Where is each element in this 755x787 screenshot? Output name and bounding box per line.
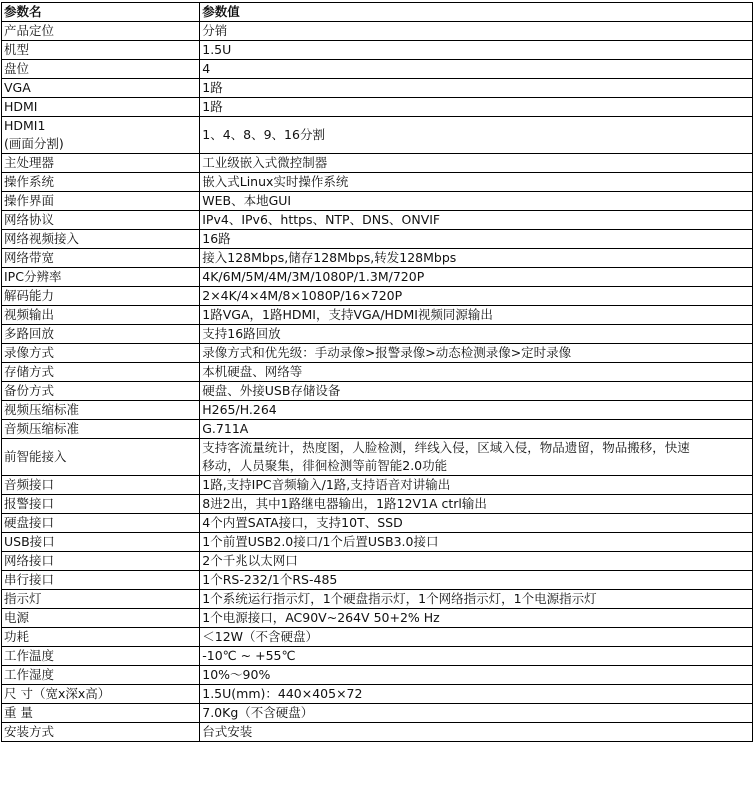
table-row [2, 325, 753, 344]
table-row [2, 723, 753, 742]
param-value: 7.0Kg（不含硬盘） [200, 704, 753, 723]
param-value [200, 439, 753, 476]
param-name: 安装方式 [2, 723, 200, 742]
table-row [2, 41, 753, 60]
table-row [2, 495, 753, 514]
param-value: 1、4、8、9、16分割 [200, 117, 753, 154]
table-row [2, 704, 753, 723]
table-row [2, 382, 753, 401]
param-name: 机型 [2, 41, 200, 60]
table-row [2, 117, 753, 154]
table-row [2, 154, 753, 173]
param-value: IPv4、IPv6、https、NTP、DNS、ONVIF [200, 211, 753, 230]
param-value: 1路,支持IPC音频输入/1路,支持语音对讲输出 [200, 476, 753, 495]
param-value: 录像方式和优先级：手动录像>报警录像>动态检测录像>定时录像 [200, 344, 753, 363]
table-row [2, 533, 753, 552]
param-name: 备份方式 [2, 382, 200, 401]
param-name: VGA [2, 79, 200, 98]
table-row [2, 22, 753, 41]
param-name: 硬盘接口 [2, 514, 200, 533]
param-value: -10℃ ~ +55℃ [200, 647, 753, 666]
table-row [2, 287, 753, 306]
param-name: 电源 [2, 609, 200, 628]
param-name: 视频输出 [2, 306, 200, 325]
spec-table [1, 2, 753, 742]
table-row [2, 514, 753, 533]
table-row [2, 363, 753, 382]
table-row [2, 249, 753, 268]
param-name: 网络视频接入 [2, 230, 200, 249]
param-name: USB接口 [2, 533, 200, 552]
param-value: 1个电源接口，AC90V~264V 50+2% Hz [200, 609, 753, 628]
table-row [2, 628, 753, 647]
table-row [2, 79, 753, 98]
header-param-value: 参数值 [200, 3, 753, 22]
param-value: ＜12W（不含硬盘） [200, 628, 753, 647]
param-name: 报警接口 [2, 495, 200, 514]
param-name: 工作温度 [2, 647, 200, 666]
param-name: 网络带宽 [2, 249, 200, 268]
table-row [2, 439, 753, 476]
param-value-line1: 支持客流量统计，热度图，人脸检测，绊线入侵，区域入侵，物品遗留，物品搬移，快速 [202, 440, 690, 455]
table-row [2, 268, 753, 287]
param-name: 指示灯 [2, 590, 200, 609]
param-value: 工业级嵌入式微控制器 [200, 154, 753, 173]
param-name: 前智能接入 [2, 439, 200, 476]
table-row [2, 211, 753, 230]
param-value: 2×4K/4×4M/8×1080P/16×720P [200, 287, 753, 306]
param-name: 网络接口 [2, 552, 200, 571]
param-value: 1.5U [200, 41, 753, 60]
param-name: 录像方式 [2, 344, 200, 363]
table-row [2, 173, 753, 192]
param-value: 1.5U(mm)：440×405×72 [200, 685, 753, 704]
param-name: 功耗 [2, 628, 200, 647]
param-value: 1路 [200, 98, 753, 117]
table-row [2, 685, 753, 704]
param-value: 台式安装 [200, 723, 753, 742]
param-value: 1个前置USB2.0接口/1个后置USB3.0接口 [200, 533, 753, 552]
param-name: IPC分辨率 [2, 268, 200, 287]
param-value: 1路 [200, 79, 753, 98]
param-value: 8进2出，其中1路继电器输出，1路12V1A ctrl输出 [200, 495, 753, 514]
param-name: 尺 寸（宽x深x高） [2, 685, 200, 704]
param-value: H265/H.264 [200, 401, 753, 420]
param-name: 重 量 [2, 704, 200, 723]
param-value: 4 [200, 60, 753, 79]
table-row [2, 476, 753, 495]
table-row [2, 344, 753, 363]
table-row [2, 552, 753, 571]
param-name: 音频压缩标准 [2, 420, 200, 439]
header-param-name: 参数名 [2, 3, 200, 22]
param-name: 盘位 [2, 60, 200, 79]
param-name [2, 117, 200, 154]
param-value: 4K/6M/5M/4M/3M/1080P/1.3M/720P [200, 268, 753, 287]
param-name: 多路回放 [2, 325, 200, 344]
param-name: 产品定位 [2, 22, 200, 41]
param-value: G.711A [200, 420, 753, 439]
param-name: 解码能力 [2, 287, 200, 306]
param-value: 16路 [200, 230, 753, 249]
table-row [2, 571, 753, 590]
table-row [2, 609, 753, 628]
table-row [2, 60, 753, 79]
table-row [2, 401, 753, 420]
param-value-line2: 移动，人员聚集，徘徊检测等前智能2.0功能 [202, 458, 448, 473]
param-name: 存储方式 [2, 363, 200, 382]
param-value: WEB、本地GUI [200, 192, 753, 211]
param-name: 主处理器 [2, 154, 200, 173]
table-row [2, 666, 753, 685]
param-name: 串行接口 [2, 571, 200, 590]
param-value: 本机硬盘、网络等 [200, 363, 753, 382]
param-value: 接入128Mbps,储存128Mbps,转发128Mbps [200, 249, 753, 268]
param-name-line1: HDMI1 [4, 118, 46, 133]
param-name: 网络协议 [2, 211, 200, 230]
param-value: 分销 [200, 22, 753, 41]
param-value: 2个千兆以太网口 [200, 552, 753, 571]
param-value: 支持16路回放 [200, 325, 753, 344]
param-name: 工作湿度 [2, 666, 200, 685]
param-value: 硬盘、外接USB存储设备 [200, 382, 753, 401]
param-name: 操作系统 [2, 173, 200, 192]
param-value: 4个内置SATA接口，支持10T、SSD [200, 514, 753, 533]
table-row [2, 306, 753, 325]
table-row [2, 590, 753, 609]
table-row [2, 98, 753, 117]
param-name: 音频接口 [2, 476, 200, 495]
table-row [2, 420, 753, 439]
param-value: 1个系统运行指示灯，1个硬盘指示灯，1个网络指示灯，1个电源指示灯 [200, 590, 753, 609]
param-value: 1路VGA，1路HDMI，支持VGA/HDMI视频同源输出 [200, 306, 753, 325]
param-name: HDMI [2, 98, 200, 117]
table-row [2, 192, 753, 211]
param-name-line2: (画面分割) [4, 136, 64, 151]
table-header-row [2, 3, 753, 22]
table-row [2, 230, 753, 249]
param-name: 视频压缩标准 [2, 401, 200, 420]
param-value: 嵌入式Linux实时操作系统 [200, 173, 753, 192]
param-value: 1个RS-232/1个RS-485 [200, 571, 753, 590]
param-name: 操作界面 [2, 192, 200, 211]
param-value: 10%～90% [200, 666, 753, 685]
table-row [2, 647, 753, 666]
